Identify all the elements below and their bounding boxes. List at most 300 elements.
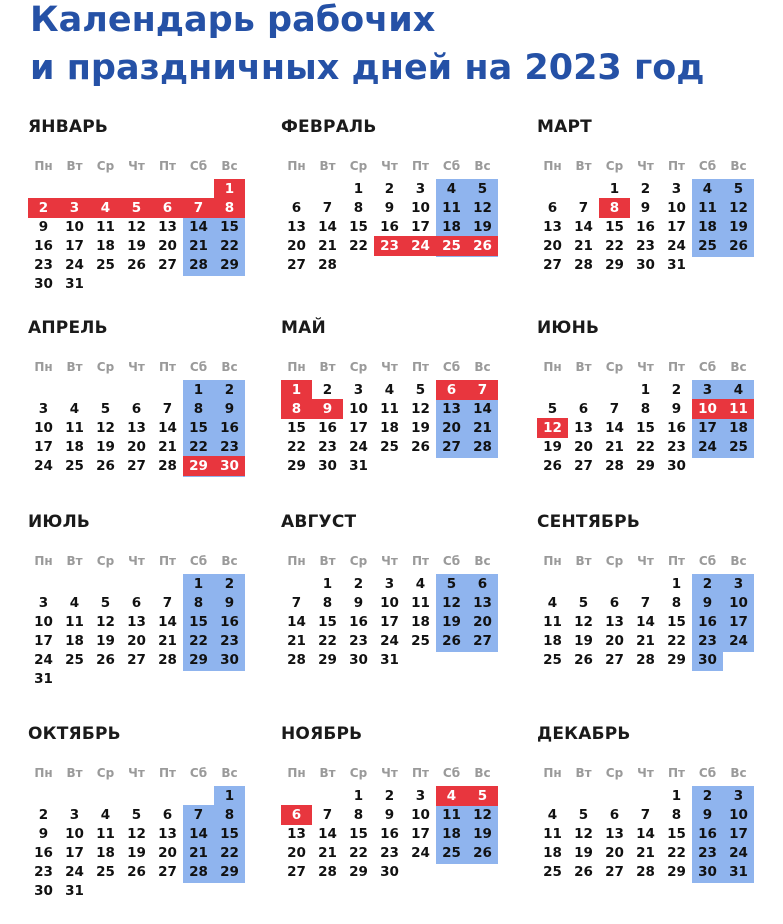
day-number: 3	[69, 807, 80, 823]
weekday-header: Вт	[575, 360, 592, 374]
day-number: 6	[477, 576, 488, 592]
day-number: 15	[349, 826, 368, 842]
day-number: 28	[158, 458, 177, 474]
weekday-header: Пт	[668, 159, 685, 173]
day-number: 17	[349, 420, 368, 436]
weekday-header: Пн	[287, 159, 306, 173]
day-number: 29	[667, 652, 686, 668]
weekday-header: Пн	[34, 554, 53, 568]
day-number: 18	[96, 238, 115, 254]
month-block	[537, 318, 762, 518]
weekday-header: Вт	[66, 159, 83, 173]
weekday-header: Чт	[128, 766, 145, 780]
month-name: ЯНВАРЬ	[28, 117, 109, 137]
weekday-header: Чт	[128, 554, 145, 568]
day-number: 7	[609, 401, 620, 417]
day-number: 8	[193, 595, 204, 611]
day-number: 28	[636, 652, 655, 668]
day-number: 26	[473, 845, 492, 861]
weekday-header: Пт	[159, 159, 176, 173]
day-number: 25	[698, 238, 717, 254]
day-number: 27	[605, 652, 624, 668]
weekday-header: Сб	[698, 766, 717, 780]
day-number: 8	[671, 595, 682, 611]
day-number: 7	[640, 595, 651, 611]
day-number: 22	[318, 633, 337, 649]
day-number: 8	[640, 401, 651, 417]
day-number: 17	[698, 420, 717, 436]
day-number: 1	[224, 181, 235, 197]
month-block	[537, 117, 762, 317]
day-number: 26	[127, 864, 146, 880]
day-number: 29	[287, 458, 306, 474]
day-number: 30	[349, 652, 368, 668]
day-number: 18	[96, 845, 115, 861]
day-number: 22	[189, 439, 208, 455]
day-number: 22	[220, 845, 239, 861]
weekday-header: Вс	[221, 766, 238, 780]
weekday-header: Вт	[66, 554, 83, 568]
page-title-line-2: и праздничных дней на 2023 год	[30, 48, 705, 88]
day-number: 30	[220, 458, 239, 474]
day-number: 30	[220, 652, 239, 668]
day-number: 17	[380, 614, 399, 630]
day-number: 14	[189, 826, 208, 842]
day-number: 1	[640, 382, 651, 398]
weekday-header: Ср	[605, 554, 624, 568]
weekday-header: Ср	[96, 159, 115, 173]
day-number: 4	[547, 807, 558, 823]
weekday-header: Пт	[159, 766, 176, 780]
weekday-header: Сб	[189, 766, 208, 780]
day-number: 3	[353, 382, 364, 398]
weekday-header: Ср	[96, 766, 115, 780]
day-number: 20	[287, 238, 306, 254]
day-number: 7	[322, 807, 333, 823]
day-number: 15	[605, 219, 624, 235]
day-number: 13	[127, 614, 146, 630]
day-number: 5	[100, 595, 111, 611]
day-number: 3	[38, 401, 49, 417]
day-number: 16	[318, 420, 337, 436]
day-number: 9	[384, 807, 395, 823]
day-number: 15	[667, 614, 686, 630]
day-number: 21	[158, 633, 177, 649]
day-number: 2	[224, 382, 235, 398]
weekday-header: Вт	[575, 554, 592, 568]
month-name: ИЮНЬ	[537, 318, 600, 338]
day-number: 28	[318, 257, 337, 273]
day-number: 19	[729, 219, 748, 235]
day-number: 14	[287, 614, 306, 630]
weekday-header: Чт	[381, 554, 398, 568]
day-number: 24	[349, 439, 368, 455]
day-number: 13	[574, 420, 593, 436]
day-number: 29	[189, 458, 208, 474]
day-number: 11	[96, 826, 115, 842]
day-number: 22	[349, 845, 368, 861]
weekday-header: Вт	[575, 766, 592, 780]
day-number: 12	[442, 595, 461, 611]
day-number: 30	[34, 276, 53, 292]
day-number: 6	[131, 401, 142, 417]
day-number: 19	[574, 845, 593, 861]
day-number: 17	[411, 826, 430, 842]
day-number: 20	[158, 238, 177, 254]
day-number: 11	[729, 401, 748, 417]
day-number: 4	[733, 382, 744, 398]
weekday-header: Вс	[730, 159, 747, 173]
day-number: 5	[733, 181, 744, 197]
day-number: 27	[287, 864, 306, 880]
weekday-header: Сб	[442, 554, 461, 568]
day-number: 3	[733, 576, 744, 592]
day-number: 16	[636, 219, 655, 235]
day-number: 23	[220, 439, 239, 455]
day-number: 30	[318, 458, 337, 474]
day-number: 5	[547, 401, 558, 417]
day-number: 24	[667, 238, 686, 254]
day-number: 9	[322, 401, 333, 417]
day-number: 7	[578, 200, 589, 216]
day-number: 29	[220, 257, 239, 273]
day-number: 26	[96, 652, 115, 668]
day-number: 9	[671, 401, 682, 417]
day-number: 12	[127, 826, 146, 842]
day-number: 5	[100, 401, 111, 417]
day-number: 12	[96, 614, 115, 630]
day-number: 19	[574, 633, 593, 649]
day-number: 14	[158, 420, 177, 436]
day-number: 26	[127, 257, 146, 273]
day-number: 12	[127, 219, 146, 235]
day-number: 10	[698, 401, 717, 417]
day-number: 20	[158, 845, 177, 861]
day-number: 5	[415, 382, 426, 398]
day-number: 20	[543, 238, 562, 254]
day-number: 8	[291, 401, 302, 417]
weekday-header: Ср	[349, 360, 368, 374]
day-number: 2	[702, 576, 713, 592]
day-number: 18	[380, 420, 399, 436]
day-number: 1	[671, 788, 682, 804]
weekday-header: Пт	[668, 360, 685, 374]
day-number: 30	[380, 864, 399, 880]
day-number: 23	[380, 238, 399, 254]
day-number: 3	[702, 382, 713, 398]
day-number: 16	[667, 420, 686, 436]
weekday-header: Пн	[287, 554, 306, 568]
month-block	[281, 724, 506, 924]
day-number: 3	[671, 181, 682, 197]
day-number: 18	[65, 633, 84, 649]
day-number: 18	[698, 219, 717, 235]
weekday-header: Сб	[698, 159, 717, 173]
day-number: 10	[380, 595, 399, 611]
weekday-header: Пт	[668, 766, 685, 780]
day-number: 5	[477, 788, 488, 804]
weekday-header: Чт	[637, 766, 654, 780]
day-number: 31	[349, 458, 368, 474]
day-number: 23	[220, 633, 239, 649]
weekday-header: Пн	[34, 766, 53, 780]
day-number: 15	[220, 219, 239, 235]
day-number: 21	[318, 845, 337, 861]
day-number: 4	[100, 807, 111, 823]
day-number: 16	[698, 826, 717, 842]
day-number: 22	[605, 238, 624, 254]
weekday-header: Ср	[605, 766, 624, 780]
day-number: 28	[287, 652, 306, 668]
weekday-header: Пн	[543, 766, 562, 780]
day-number: 21	[189, 238, 208, 254]
day-number: 4	[446, 181, 457, 197]
day-number: 16	[380, 219, 399, 235]
day-number: 13	[473, 595, 492, 611]
day-number: 30	[698, 864, 717, 880]
weekday-header: Пт	[412, 360, 429, 374]
day-number: 1	[193, 382, 204, 398]
day-number: 10	[729, 595, 748, 611]
weekday-header: Сб	[189, 360, 208, 374]
day-number: 5	[131, 807, 142, 823]
month-block	[28, 724, 253, 924]
day-number: 28	[158, 652, 177, 668]
day-number: 22	[189, 633, 208, 649]
weekday-header: Пн	[34, 360, 53, 374]
weekday-header: Сб	[698, 554, 717, 568]
day-number: 19	[411, 420, 430, 436]
day-number: 11	[65, 420, 84, 436]
day-number: 17	[34, 633, 53, 649]
day-number: 25	[65, 458, 84, 474]
day-number: 25	[543, 864, 562, 880]
day-number: 28	[318, 864, 337, 880]
day-number: 17	[729, 614, 748, 630]
weekday-header: Пт	[159, 360, 176, 374]
weekday-header: Вс	[474, 554, 491, 568]
day-number: 29	[605, 257, 624, 273]
day-number: 21	[473, 420, 492, 436]
day-number: 11	[698, 200, 717, 216]
weekday-header: Ср	[96, 360, 115, 374]
day-number: 26	[729, 238, 748, 254]
day-number: 7	[162, 401, 173, 417]
day-number: 2	[38, 200, 49, 216]
day-number: 19	[543, 439, 562, 455]
day-number: 31	[667, 257, 686, 273]
day-number: 15	[189, 420, 208, 436]
day-number: 19	[473, 826, 492, 842]
month-block	[28, 512, 253, 712]
day-number: 2	[384, 181, 395, 197]
day-number: 2	[640, 181, 651, 197]
weekday-header: Вс	[474, 766, 491, 780]
day-number: 28	[636, 864, 655, 880]
day-number: 20	[605, 845, 624, 861]
day-number: 14	[158, 614, 177, 630]
day-number: 30	[34, 883, 53, 899]
day-number: 25	[543, 652, 562, 668]
weekday-header: Чт	[637, 159, 654, 173]
day-number: 25	[729, 439, 748, 455]
day-number: 16	[220, 420, 239, 436]
day-number: 2	[353, 576, 364, 592]
day-number: 13	[605, 826, 624, 842]
day-number: 12	[729, 200, 748, 216]
day-number: 14	[574, 219, 593, 235]
day-number: 8	[322, 595, 333, 611]
day-number: 12	[473, 200, 492, 216]
day-number: 22	[636, 439, 655, 455]
weekday-header: Чт	[381, 159, 398, 173]
day-number: 4	[69, 401, 80, 417]
day-number: 20	[473, 614, 492, 630]
weekday-header: Вт	[319, 554, 336, 568]
weekday-header: Вс	[221, 360, 238, 374]
weekday-header: Вт	[575, 159, 592, 173]
day-number: 22	[349, 238, 368, 254]
day-number: 6	[446, 382, 457, 398]
day-number: 3	[384, 576, 395, 592]
day-number: 13	[158, 826, 177, 842]
month-name: НОЯБРЬ	[281, 724, 363, 744]
day-number: 5	[578, 807, 589, 823]
day-number: 31	[65, 276, 84, 292]
day-number: 8	[224, 200, 235, 216]
day-number: 29	[667, 864, 686, 880]
weekday-header: Вс	[730, 554, 747, 568]
day-number: 30	[636, 257, 655, 273]
day-number: 7	[162, 595, 173, 611]
day-number: 9	[38, 219, 49, 235]
day-number: 23	[380, 845, 399, 861]
day-number: 6	[578, 401, 589, 417]
day-number: 24	[698, 439, 717, 455]
day-number: 14	[636, 826, 655, 842]
day-number: 15	[636, 420, 655, 436]
page-title-line-1: Календарь рабочих	[30, 0, 436, 40]
day-number: 5	[477, 181, 488, 197]
month-name: ФЕВРАЛЬ	[281, 117, 377, 137]
day-number: 16	[698, 614, 717, 630]
weekday-header: Вс	[221, 554, 238, 568]
day-number: 13	[605, 614, 624, 630]
day-number: 7	[291, 595, 302, 611]
day-number: 9	[353, 595, 364, 611]
day-number: 23	[698, 845, 717, 861]
day-number: 3	[415, 181, 426, 197]
day-number: 10	[411, 807, 430, 823]
day-number: 25	[411, 633, 430, 649]
day-number: 16	[380, 826, 399, 842]
day-number: 5	[131, 200, 142, 216]
day-number: 11	[96, 219, 115, 235]
weekday-header: Чт	[637, 554, 654, 568]
day-number: 4	[384, 382, 395, 398]
weekday-header: Вс	[221, 159, 238, 173]
day-number: 25	[65, 652, 84, 668]
day-number: 29	[318, 652, 337, 668]
day-number: 27	[127, 458, 146, 474]
weekday-header: Вт	[319, 360, 336, 374]
day-number: 22	[220, 238, 239, 254]
day-number: 14	[189, 219, 208, 235]
day-number: 19	[127, 238, 146, 254]
day-number: 11	[442, 200, 461, 216]
weekday-header: Вт	[319, 159, 336, 173]
day-number: 1	[609, 181, 620, 197]
day-number: 26	[96, 458, 115, 474]
day-number: 13	[127, 420, 146, 436]
weekday-header: Пт	[159, 554, 176, 568]
day-number: 6	[609, 807, 620, 823]
day-number: 25	[96, 257, 115, 273]
weekday-header: Пн	[543, 360, 562, 374]
day-number: 21	[287, 633, 306, 649]
day-number: 9	[384, 200, 395, 216]
day-number: 7	[193, 807, 204, 823]
day-number: 10	[411, 200, 430, 216]
day-number: 17	[411, 219, 430, 235]
day-number: 10	[667, 200, 686, 216]
day-number: 1	[224, 788, 235, 804]
day-number: 6	[162, 200, 173, 216]
day-number: 11	[442, 807, 461, 823]
day-number: 25	[96, 864, 115, 880]
day-number: 21	[158, 439, 177, 455]
day-number: 2	[384, 788, 395, 804]
day-number: 7	[322, 200, 333, 216]
day-number: 18	[65, 439, 84, 455]
day-number: 30	[698, 652, 717, 668]
weekday-header: Чт	[128, 159, 145, 173]
day-number: 28	[189, 864, 208, 880]
day-number: 31	[729, 864, 748, 880]
day-number: 24	[729, 845, 748, 861]
day-number: 1	[353, 788, 364, 804]
day-number: 5	[578, 595, 589, 611]
day-number: 11	[543, 614, 562, 630]
day-number: 11	[411, 595, 430, 611]
day-number: 4	[702, 181, 713, 197]
day-number: 15	[318, 614, 337, 630]
day-number: 20	[127, 439, 146, 455]
day-number: 19	[127, 845, 146, 861]
month-name: ДЕКАБРЬ	[537, 724, 631, 744]
day-number: 12	[574, 614, 593, 630]
day-number: 20	[605, 633, 624, 649]
day-number: 30	[667, 458, 686, 474]
day-number: 8	[353, 200, 364, 216]
day-number: 15	[189, 614, 208, 630]
day-number: 15	[667, 826, 686, 842]
day-number: 10	[729, 807, 748, 823]
day-number: 24	[380, 633, 399, 649]
day-number: 20	[442, 420, 461, 436]
day-number: 8	[193, 401, 204, 417]
day-number: 24	[65, 864, 84, 880]
day-number: 1	[322, 576, 333, 592]
day-number: 19	[442, 614, 461, 630]
day-number: 6	[547, 200, 558, 216]
day-number: 31	[380, 652, 399, 668]
weekday-header: Чт	[381, 360, 398, 374]
day-number: 24	[729, 633, 748, 649]
day-number: 3	[733, 788, 744, 804]
day-number: 12	[574, 826, 593, 842]
day-number: 6	[131, 595, 142, 611]
